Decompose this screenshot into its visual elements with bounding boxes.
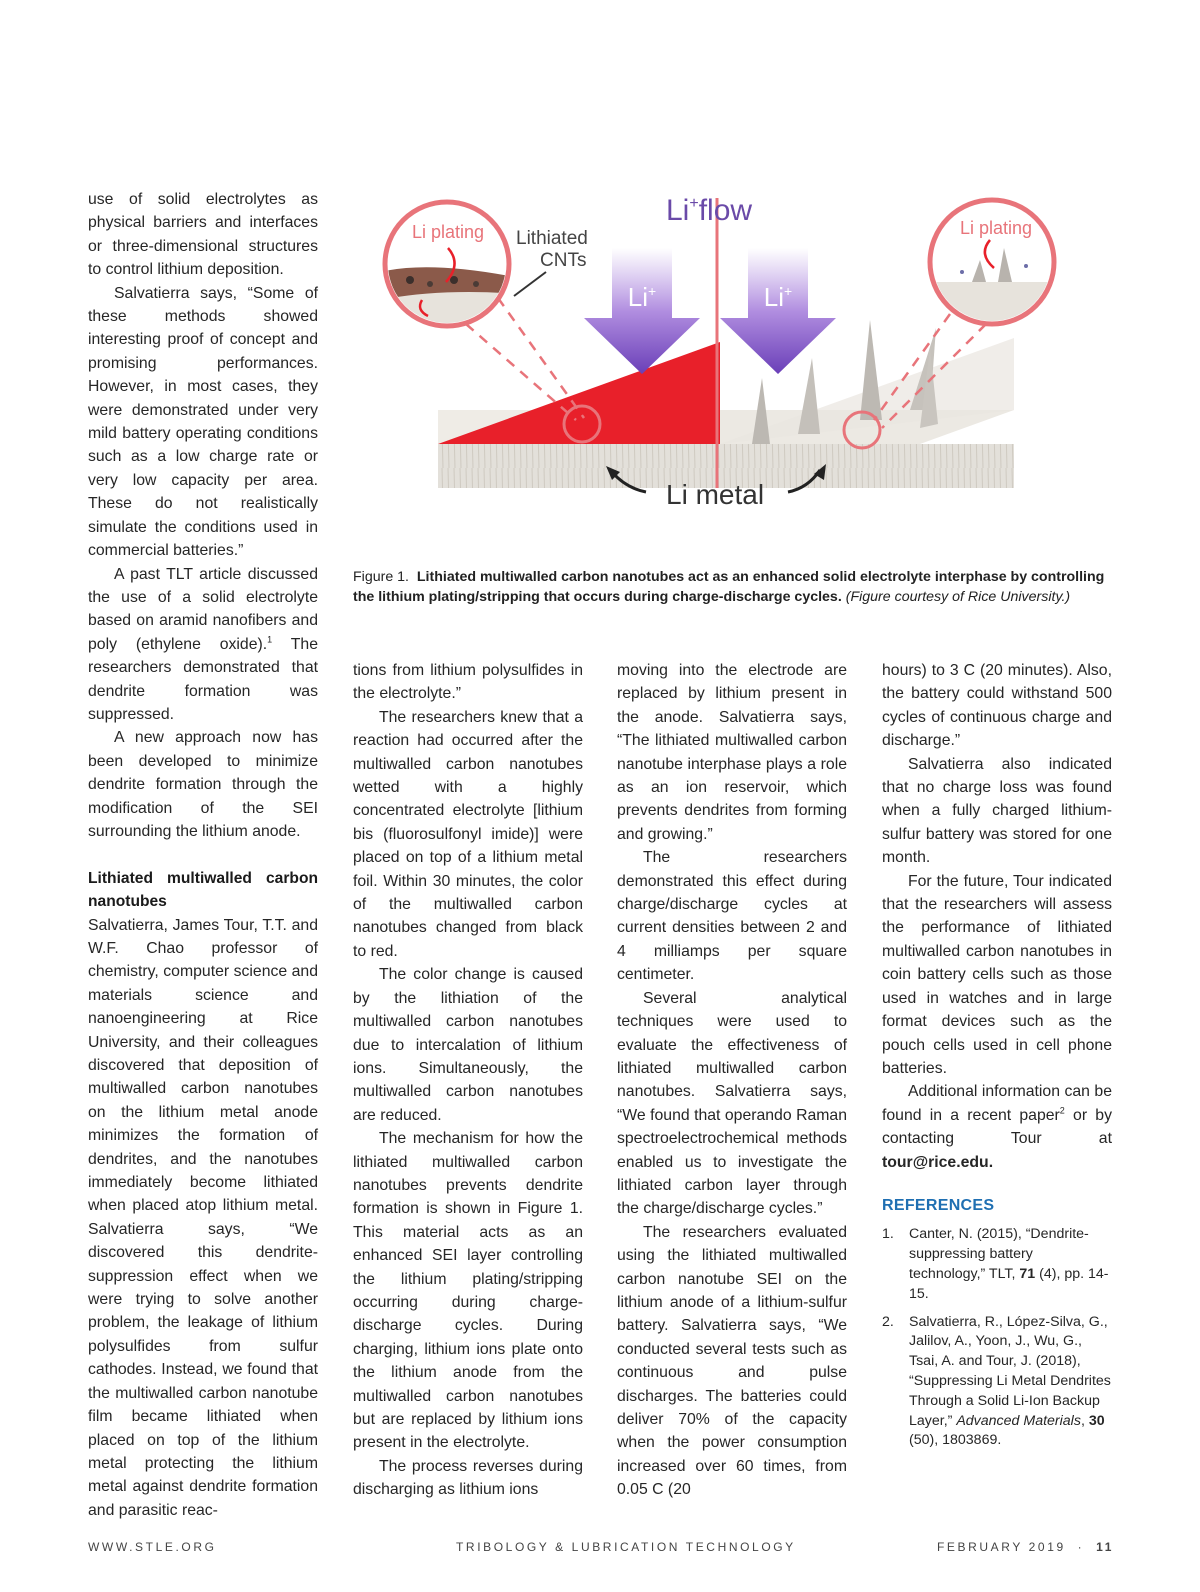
- footer-website: WWW.STLE.ORG: [88, 1540, 217, 1554]
- paragraph: Salvatierra also indicated that no charge loss was found when a fully charged lithium-sulfur battery was stored for one month.: [882, 755, 1112, 867]
- footnote-ref: 1: [267, 634, 273, 645]
- paragraph: The researchers knew that a reaction had occurred after the multiwalled carbon nanotubes wetted with a highly concentrated electrolyte [lithium bis (fluorosulfonyl imide)] were placed on top of a lithium metal foil. Within 30 minutes, the color of the multiwalled carbon nanotubes changed from black to red.: [353, 708, 583, 960]
- text-run: Salvatierra, R., López-Silva, G., Jalilov, A., Yoon, J., Wu, G., Tsai, A. and Tour, J. (2018), “Suppressing Li Metal Dendrites Through a Solid Li-Ion Backup Layer,”: [909, 1313, 1111, 1429]
- page-number: 11: [1096, 1540, 1114, 1554]
- dendrite: [860, 320, 882, 420]
- text-column-1: [88, 188, 318, 1522]
- text-run: A past TLT article discussed the use of a solid electrolyte based on aramid nanofibers and poly (ethylene oxide).: [88, 565, 318, 653]
- text-run: (50), 1803869.: [909, 1432, 1002, 1449]
- text-run: or by contacting Tour at: [882, 1106, 1112, 1148]
- paragraph: A new approach now has been developed to minimize dendrite formation through the modification of the SEI surrounding the lithium anode.: [88, 729, 318, 840]
- paragraph: Salvatierra says, “Some of these methods showed interesting proof of concept and promising performances. However, in most cases, they were demonstrated under very mild battery operating conditions such as a low charge rate or very low capacity per area. These do not realistically simulate the conditions used in commercial batteries.”: [88, 284, 318, 560]
- li-ion-label: Li+: [763, 282, 793, 312]
- figure-caption: [353, 567, 1113, 607]
- li-plating-label-left: Li plating: [412, 222, 485, 242]
- lithiated-label: Lithiated: [516, 228, 588, 249]
- reference-item: 2. Salvatierra, R., López-Silva, G., Jalilov, A., Yoon, J., Wu, G., Tsai, A. and Tour, J. (2018), “Suppressing Li Metal Dendrites Through a Solid Li-Ion Backup Layer,” Advanced Materials, 30 (50), 1803869.: [882, 1313, 1111, 1449]
- text-run: Canter, N. (2015), “Dendrite-suppressing battery technology,” TLT,: [909, 1226, 1089, 1282]
- paragraph: [88, 563, 318, 727]
- text-run: 30: [1088, 1412, 1105, 1429]
- paragraph: Several analytical techniques were used to evaluate the effectiveness of lithiated multiwalled carbon nanotubes. Salvatierra says, “We found that operando Raman spectroelectrochemical methods enabled us to investigate the lithiated carbon layer through the charge/discharge cycles.”: [617, 989, 847, 1218]
- paragraph: The researchers evaluated using the lithiated multiwalled carbon nanotube SEI on the lithium anode of a lithium-sulfur battery. Salvatierra says, “We conducted several tests such as continuous and pulse discharges. The batteries could deliver 70% of the capacity when the power consumption increased over 60 times, from 0.05 C (20: [617, 1223, 847, 1499]
- dendrite: [798, 358, 820, 434]
- footnote-ref: 2: [1059, 1105, 1065, 1116]
- li-flow-label: Li+flow: [666, 194, 753, 227]
- text-run: Additional information can be found in a recent paper: [882, 1083, 1112, 1124]
- text-column-3: [617, 659, 847, 1502]
- reference-number: 2.: [882, 1313, 894, 1330]
- lithium-dendrite-diagram: [350, 188, 1114, 528]
- text-run: 71: [1019, 1265, 1036, 1282]
- reference-number: 1.: [882, 1226, 894, 1243]
- paragraph: hours) to 3 C (20 minutes). Also, the battery could withstand 500 cycles of continuous charge and discharge.”: [882, 662, 1112, 750]
- caption-credit: (Figure courtesy of Rice University.): [845, 589, 1071, 605]
- paragraph: tions from lithium polysulfides in the electrolyte.”: [353, 662, 583, 703]
- paragraph: The researchers demonstrated this effect during charge/discharge cycles at current densities between 2 and 4 milliamps per square centimeter.: [617, 849, 847, 984]
- footer-separator: ·: [1077, 1540, 1085, 1554]
- li-metal-label: Li metal: [666, 479, 765, 510]
- lithiated-cnt-layer: [438, 342, 720, 444]
- paragraph: moving into the electrode are replaced by lithium present in the anode. Salvatierra says, “The lithiated multiwalled carbon nanotube interphase plays a role as an ion reservoir, which prevents dendrites from forming and growing.”: [617, 662, 847, 843]
- footer-date-page: [937, 1540, 1114, 1554]
- text-run: (4), pp. 14-15.: [909, 1265, 1109, 1302]
- paragraph: Salvatierra, James Tour, T.T. and W.F. Chao professor of chemistry, computer science and materials science and nanoengineering at Rice University, and their colleagues discovered that deposition of multiwalled carbon nanotubes on the lithium metal anode minimizes the formation of dendrites, and the nanotubes immediately become lithiated when placed atop lithium metal. Salvatierra says, “We discovered this dendrite-suppression effect when we were trying to solve another problem, the leakage of lithium polysulfides from sulfur cathodes. Instead, we found that the multiwalled carbon nanotube film became lithiated when placed on top of the lithium metal protecting the lithium metal against dendrite formation and parasitic reac-: [88, 916, 318, 1519]
- caption-text: Lithiated multiwalled carbon nanotubes act as an enhanced solid electrolyte interphase by controlling the lithium plating/stripping that occurs during charge-discharge cycles.: [353, 569, 1105, 605]
- footer-date: FEBRUARY 2019: [937, 1540, 1066, 1554]
- li-plating-label-right: Li plating: [960, 218, 1033, 238]
- cnts-label: CNTs: [540, 250, 587, 271]
- figure-1: [350, 188, 1114, 528]
- paragraph: The process reverses during discharging as lithium ions: [353, 1457, 583, 1499]
- paragraph: For the future, Tour indicated that the researchers will assess the performance of lithiated multiwalled carbon nanotubes in coin battery cells such as those used in watches and in large format devices such as the pouch cells used in cell phone batteries.: [882, 872, 1112, 1077]
- text-run: The researchers demonstrated that dendrite formation was suppressed.: [88, 635, 318, 723]
- text-column-2: [353, 659, 583, 1502]
- paragraph: use of solid electrolytes as physical barriers and interfaces or three-dimensional structures to control lithium deposition.: [88, 191, 318, 279]
- text-run: Advanced Materials: [956, 1412, 1081, 1429]
- li-ion-label: Li+: [627, 282, 657, 312]
- paragraph: The mechanism for how the lithiated multiwalled carbon nanotubes prevents dendrite formation is shown in Figure 1. This material acts as an enhanced SEI layer controlling the lithium plating/stripping occurring during charge-discharge cycles. During charging, lithium ions plate onto the lithium anode from the multiwalled carbon nanotubes but are replaced by lithium ions present in the electrolyte.: [353, 1130, 583, 1452]
- paragraph: [882, 1080, 1112, 1174]
- footer-publication: TRIBOLOGY & LUBRICATION TECHNOLOGY: [456, 1540, 796, 1554]
- caption-label: Figure 1.: [353, 569, 409, 585]
- email-link[interactable]: tour@rice.edu.: [882, 1153, 994, 1171]
- reference-item: [882, 1225, 1112, 1304]
- section-heading: Lithiated multiwalled carbon nanotubes: [88, 869, 318, 911]
- text-column-4: [882, 659, 1112, 1459]
- paragraph: The color change is caused by the lithiation of the multiwalled carbon nanotubes due to intercalation of lithium ions. Simultaneously, the multiwalled carbon nanotubes are reduced.: [353, 966, 583, 1124]
- references-heading: REFERENCES: [882, 1196, 995, 1214]
